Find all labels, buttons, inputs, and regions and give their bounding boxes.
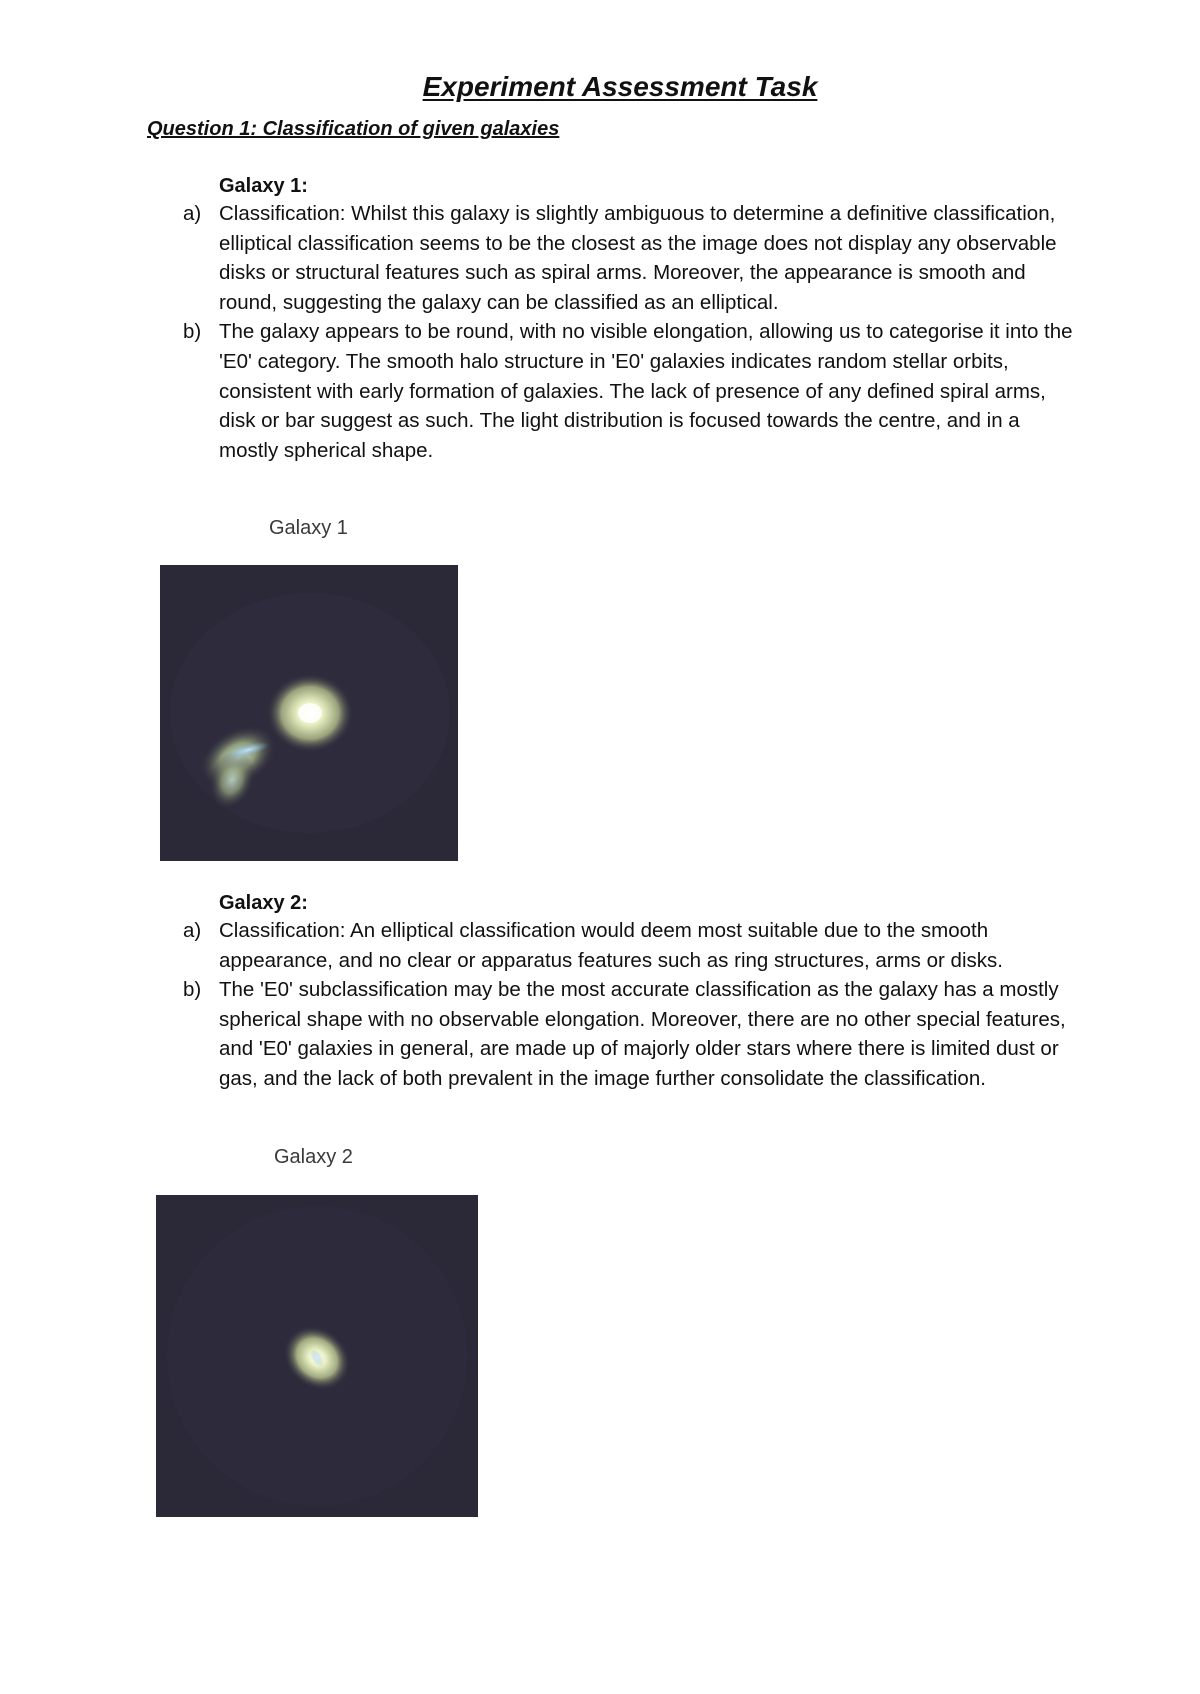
answer-text: Classification: Whilst this galaxy is slightly ambiguous to determine a definitive classification, elliptical classification seems to be the closest as the image does not display any observable disks or structural features such as spiral arms. Moreover, the appearance is smooth and round, suggesting the galaxy can be classified as an elliptical. bbox=[219, 202, 1057, 314]
list-item bbox=[183, 975, 1083, 1093]
list-marker: b) bbox=[183, 978, 202, 1002]
list-item bbox=[183, 199, 1083, 317]
page-title: Experiment Assessment Task bbox=[422, 71, 818, 102]
galaxy-2-heading: Galaxy 2: bbox=[219, 892, 308, 914]
galaxy-2-caption: Galaxy 2 bbox=[274, 1146, 353, 1168]
list-item bbox=[183, 317, 1083, 465]
galaxy-1-answers bbox=[183, 199, 1083, 465]
answer-text: The galaxy appears to be round, with no visible elongation, allowing us to categorise it into the 'E0' category. The smooth halo structure in 'E0' galaxies indicates random stellar orbits, consistent with early formation of galaxies. The lack of presence of any defined spiral arms, disk or bar suggest as such. The light distribution is focused towards the centre, and in a mostly spherical shape. bbox=[219, 320, 1073, 462]
answer-text: Classification: An elliptical classification would deem most suitable due to the smooth appearance, and no clear or apparatus features such as ring structures, arms or disks. bbox=[219, 919, 1003, 972]
galaxy-1-picture bbox=[160, 565, 458, 861]
list-marker: a) bbox=[183, 919, 202, 942]
galaxy-1-heading: Galaxy 1: bbox=[219, 175, 308, 197]
galaxy-1-caption: Galaxy 1 bbox=[269, 517, 348, 539]
answer-text: The 'E0' subclassification may be the most accurate classification as the galaxy has a mostly spherical shape with no observable elongation. Moreover, there are no other special features, and 'E0' galaxies in general, are made up of majorly older stars where there is limited dust or gas, and the lack of both prevalent in the image further consolidate the classification. bbox=[219, 978, 1066, 1090]
galaxy-1-image bbox=[160, 565, 458, 861]
list-marker: b) bbox=[183, 320, 202, 344]
galaxy-2-answers bbox=[183, 916, 1083, 1094]
galaxy-2-picture bbox=[156, 1195, 478, 1517]
list-marker: a) bbox=[183, 202, 202, 225]
galaxy-2-image bbox=[156, 1195, 478, 1517]
question-heading: Question 1: Classification of given galaxies bbox=[147, 118, 560, 140]
list-item bbox=[183, 916, 1083, 975]
